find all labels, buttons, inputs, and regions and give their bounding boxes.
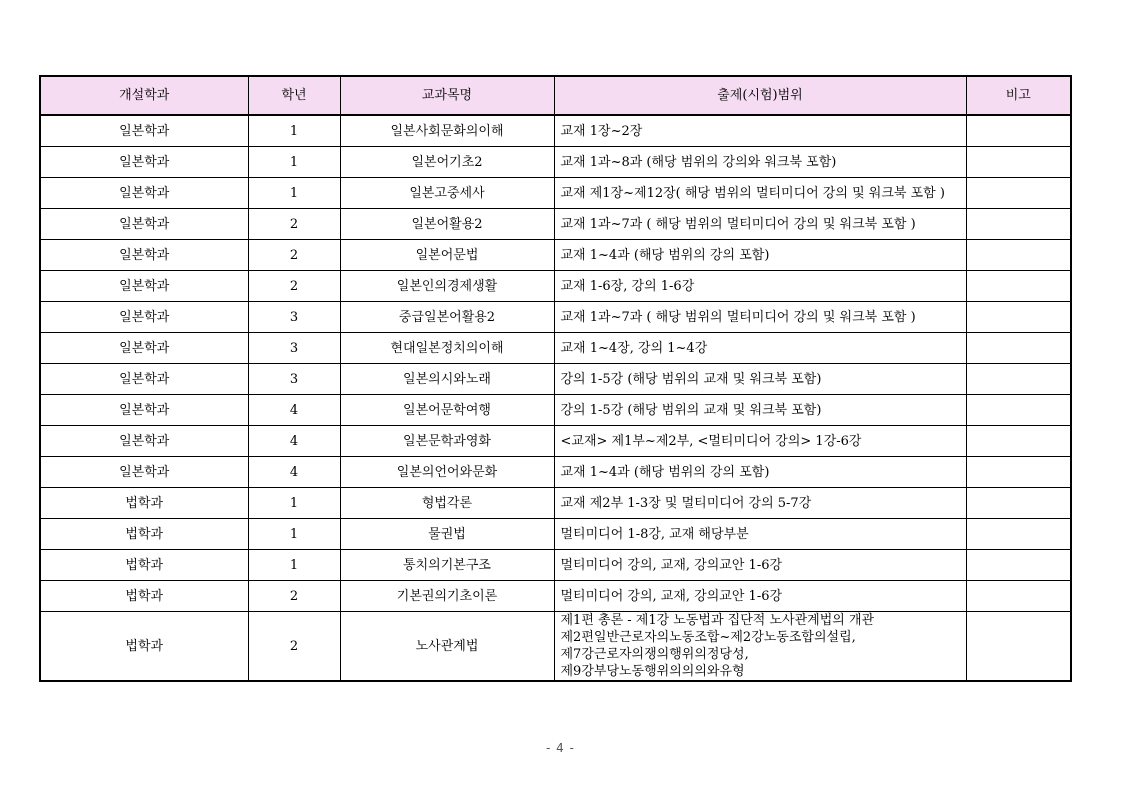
cell-department: 법학과	[40, 488, 248, 519]
cell-course: 일본고중세사	[340, 178, 554, 209]
cell-note	[966, 364, 1071, 395]
cell-year: 2	[248, 209, 340, 240]
exam-range-line: 제7강근로자의쟁의행위의정당성,	[560, 647, 749, 662]
table-row	[40, 240, 1071, 271]
cell-year: 4	[248, 457, 340, 488]
cell-exam-range: 교재 1과~8과 (해당 범위의 강의와 워크북 포함)	[554, 147, 966, 178]
cell-course: 물권법	[340, 519, 554, 550]
cell-exam-range: 교재 1~4장, 강의 1~4강	[554, 333, 966, 364]
cell-exam-range: <교재> 제1부~제2부, <멀티미디어 강의> 1강-6강	[554, 426, 966, 457]
table-row	[40, 115, 1071, 147]
cell-exam-range: 교재 1장~2장	[554, 115, 966, 147]
cell-exam-range	[554, 612, 966, 682]
table-row	[40, 550, 1071, 581]
cell-department: 일본학과	[40, 364, 248, 395]
cell-note	[966, 302, 1071, 333]
exam-range-line: 제1편 총론 - 제1강 노동법과 집단적 노사관계법의 개관	[560, 613, 875, 628]
cell-course: 일본의언어와문화	[340, 457, 554, 488]
cell-year: 1	[248, 178, 340, 209]
cell-note	[966, 209, 1071, 240]
table-row	[40, 147, 1071, 178]
cell-note	[966, 395, 1071, 426]
cell-exam-range: 멀티미디어 1-8강, 교재 해당부분	[554, 519, 966, 550]
cell-note	[966, 457, 1071, 488]
cell-exam-range: 강의 1-5강 (해당 범위의 교재 및 워크북 포함)	[554, 364, 966, 395]
cell-course: 형법각론	[340, 488, 554, 519]
cell-department: 법학과	[40, 612, 248, 682]
cell-department: 일본학과	[40, 147, 248, 178]
cell-exam-range: 교재 1과~7과 ( 해당 범위의 멀티미디어 강의 및 워크북 포함 )	[554, 302, 966, 333]
cell-exam-range: 교재 1과~7과 ( 해당 범위의 멀티미디어 강의 및 워크북 포함 )	[554, 209, 966, 240]
cell-note	[966, 426, 1071, 457]
cell-year: 2	[248, 240, 340, 271]
table-row	[40, 395, 1071, 426]
cell-note	[966, 240, 1071, 271]
exam-range-line: 제9강부당노동행위의의의와유형	[560, 664, 745, 679]
cell-department: 일본학과	[40, 426, 248, 457]
table-row	[40, 302, 1071, 333]
cell-department: 일본학과	[40, 302, 248, 333]
cell-year: 1	[248, 550, 340, 581]
table-row	[40, 457, 1071, 488]
table-row	[40, 519, 1071, 550]
table-row	[40, 178, 1071, 209]
cell-exam-range: 교재 1~4과 (해당 범위의 강의 포함)	[554, 457, 966, 488]
header-department: 개설학과	[40, 76, 248, 115]
cell-note	[966, 550, 1071, 581]
cell-exam-range: 교재 제2부 1-3장 및 멀티미디어 강의 5-7강	[554, 488, 966, 519]
cell-note	[966, 488, 1071, 519]
table-row	[40, 488, 1071, 519]
cell-department: 법학과	[40, 550, 248, 581]
cell-year: 4	[248, 426, 340, 457]
header-note: 비고	[966, 76, 1071, 115]
cell-note	[966, 519, 1071, 550]
cell-department: 일본학과	[40, 115, 248, 147]
cell-year: 2	[248, 612, 340, 682]
cell-course: 노사관계법	[340, 612, 554, 682]
cell-course: 현대일본정치의이해	[340, 333, 554, 364]
cell-exam-range: 강의 1-5강 (해당 범위의 교재 및 워크북 포함)	[554, 395, 966, 426]
table-row	[40, 581, 1071, 612]
cell-department: 일본학과	[40, 333, 248, 364]
cell-course: 일본인의경제생활	[340, 271, 554, 302]
cell-department: 일본학과	[40, 209, 248, 240]
table-row-last	[40, 612, 1071, 682]
cell-exam-range: 교재 제1장~제12장( 해당 범위의 멀티미디어 강의 및 워크북 포함 )	[554, 178, 966, 209]
cell-course: 일본어문법	[340, 240, 554, 271]
cell-course: 일본어기초2	[340, 147, 554, 178]
cell-department: 일본학과	[40, 240, 248, 271]
table-body	[40, 115, 1071, 681]
cell-department: 일본학과	[40, 395, 248, 426]
cell-course: 일본문학과영화	[340, 426, 554, 457]
cell-course: 통치의기본구조	[340, 550, 554, 581]
cell-year: 2	[248, 581, 340, 612]
cell-note	[966, 115, 1071, 147]
cell-course: 기본권의기초이론	[340, 581, 554, 612]
header-course: 교과목명	[340, 76, 554, 115]
cell-year: 1	[248, 519, 340, 550]
cell-course: 일본어문학여행	[340, 395, 554, 426]
exam-range-line: 제2편일반근로자의노동조합~제2강노동조합의설립,	[560, 630, 856, 645]
table-row	[40, 333, 1071, 364]
table-row	[40, 364, 1071, 395]
cell-course: 중급일본어활용2	[340, 302, 554, 333]
cell-year: 4	[248, 395, 340, 426]
cell-course: 일본사회문화의이해	[340, 115, 554, 147]
cell-year: 3	[248, 364, 340, 395]
cell-course: 일본의시와노래	[340, 364, 554, 395]
cell-note	[966, 612, 1071, 682]
header-exam-range: 출제(시험)범위	[554, 76, 966, 115]
cell-note	[966, 178, 1071, 209]
table-row	[40, 209, 1071, 240]
cell-year: 1	[248, 147, 340, 178]
cell-exam-range: 교재 1-6장, 강의 1-6강	[554, 271, 966, 302]
cell-department: 일본학과	[40, 271, 248, 302]
cell-exam-range: 교재 1~4과 (해당 범위의 강의 포함)	[554, 240, 966, 271]
cell-exam-range: 멀티미디어 강의, 교재, 강의교안 1-6강	[554, 550, 966, 581]
header-year: 학년	[248, 76, 340, 115]
cell-note	[966, 271, 1071, 302]
cell-note	[966, 333, 1071, 364]
table-header-row	[40, 76, 1071, 115]
cell-department: 법학과	[40, 581, 248, 612]
exam-range-table	[39, 75, 1072, 682]
table-row	[40, 426, 1071, 457]
cell-year: 1	[248, 115, 340, 147]
cell-year: 1	[248, 488, 340, 519]
cell-year: 3	[248, 302, 340, 333]
cell-department: 일본학과	[40, 457, 248, 488]
cell-year: 2	[248, 271, 340, 302]
cell-exam-range: 멀티미디어 강의, 교재, 강의교안 1-6강	[554, 581, 966, 612]
table-row	[40, 271, 1071, 302]
cell-course: 일본어활용2	[340, 209, 554, 240]
cell-note	[966, 147, 1071, 178]
cell-year: 3	[248, 333, 340, 364]
cell-department: 법학과	[40, 519, 248, 550]
cell-note	[966, 581, 1071, 612]
page-number: - 4 -	[546, 741, 575, 755]
cell-department: 일본학과	[40, 178, 248, 209]
